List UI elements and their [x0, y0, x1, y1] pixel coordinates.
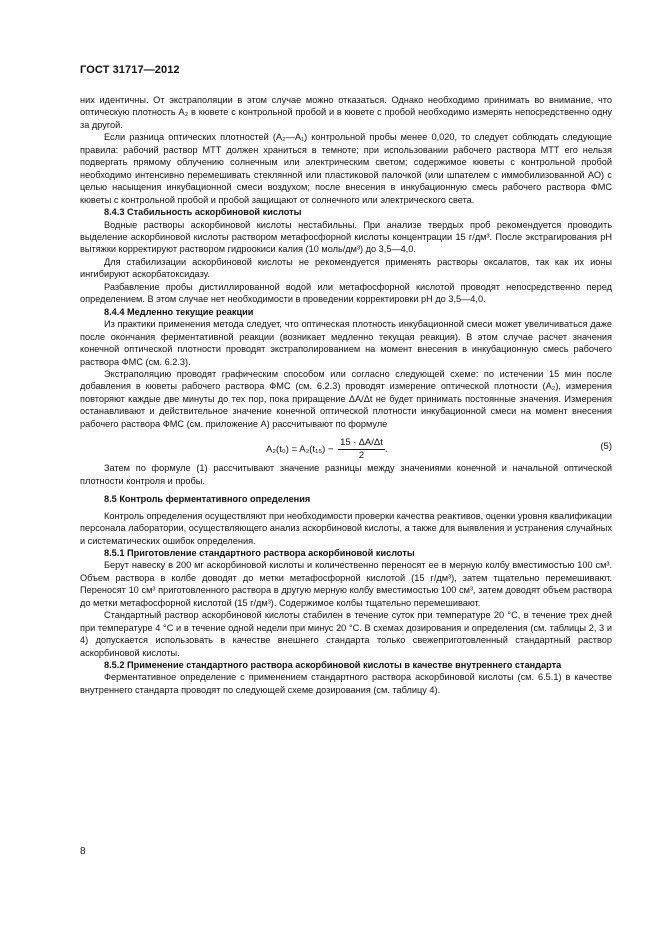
paragraph: них идентичны. От экстраполяции в этом случае можно отказаться. Однако необходимо принимать во внимание, что оптическую плотность A₂ в кювете с контрольной пробой и в кювете с пробой необходимо измерять непосредственно одну за другой.	[80, 95, 612, 130]
formula-expression	[266, 437, 388, 462]
formula-tail: .	[384, 444, 388, 456]
paragraph: Ферментативное определение с применением стандартного раствора аскорбиновой кислоты (см. 6.5.1) в качестве внутреннего стандарта проводят по следующей схеме дозирования (см. таблицу 4).	[80, 672, 612, 695]
section-heading: 8.5.2 Применение стандартного раствора аскорбиновой кислоты в качестве внутреннего стандарта	[104, 660, 562, 671]
paragraph: Контроль определения осуществляют при необходимости проверки качества реактивов, оценки уровня квалификации персонала лаборатории, осуществляющего анализ аскорбиновой кислоты, а также для выявления и устранения случайных и систематических ошибок определения.	[80, 510, 612, 546]
paragraph: Из практики применения метода следует, что оптическая плотность инкубационной смеси может увеличиваться даже после окончания ферментативной реакции (возникает медленно текущая реакция). В этом случае расчет значения конечной оптической плотности проводят экстраполированием на момент внесения в инкубационную смесь рабочего раствора ФМС (см. 6.2.3).	[80, 319, 612, 367]
section-heading: 8.5 Контроль ферментативного определения	[104, 494, 311, 505]
paragraph: Берут навеску в 200 мг аскорбиновой кислоты и количественно переносят ее в мерную колбу вместимостью 100 см³. Объем раствора в колбе доводят до метки метафосфорной кислотой (15 г/дм³), затем тщательно перемешивают. Переносят 10 см³ приготовленного раствора в другую мерную колбу вместимостью 100 см³, затем доводят объем раствора до метки метафосфорной кислотой (15 г/дм³). Содержимое колбы тщательно перемешивают.	[80, 560, 612, 608]
formula-numerator: 15 · ΔA/Δt	[340, 437, 383, 449]
section-heading: 8.4.4 Медленно текущие реакции	[104, 306, 254, 317]
formula-fraction	[338, 437, 385, 462]
paragraph: Водные растворы аскорбиновой кислоты нестабильны. При анализе твердых проб рекомендуется проводить выделение аскорбиновой кислоты раствором метафосфорной кислоты концентрации 15 г/дм³. После экстрагирования pH вытяжки корректируют раствором гидроокиси калия (10 моль/дм³) до 3,5—4,0.	[80, 219, 612, 255]
section-heading: 8.5.1 Приготовление стандартного раствора аскорбиновой кислоты	[104, 547, 415, 558]
document-header: ГОСТ 31717—2012	[80, 64, 180, 76]
formula-lhs: A₂(t₀) = A₂(t₁₅) −	[266, 444, 334, 456]
formula-5	[80, 432, 612, 462]
paragraph: Затем по формуле (1) рассчитывают значение разницы между значениями конечной и начальной оптической плотности контроля и пробы.	[80, 463, 612, 486]
paragraph: Для стабилизации аскорбиновой кислоты не рекомендуется применять растворы оксалатов, так как их ионы ингибируют аскорбатоксидазу.	[80, 256, 612, 280]
paragraph: Стандартный раствор аскорбиновой кислоты стабилен в течение суток при температуре 20 °С, в течение трех дней при температуре 4 °С и в течение одной недели при минус 20 °С. В схемах дозирования и определения (см. таблицы 2, 3 и 4) допускается использовать в качестве внешнего стандарта только свежеприготовленный стандартный раствор аскорбиновой кислоты.	[80, 610, 612, 658]
page-number: 8	[80, 846, 86, 857]
document-body	[80, 94, 612, 696]
formula-number: (5)	[600, 441, 612, 453]
formula-denominator: 2	[358, 450, 365, 462]
paragraph: Если разница оптических плотностей (A₂—A₁) контрольной пробы менее 0,020, то следует соблюдать следующие правила: рабочий раствор МТТ должен храниться в темноте; при использовании рабочего раствора МТТ его нельзя подвергать прямому облучению солнечным или электрическим светом; содержимое кюветы с контрольной пробой необходимо интенсивно перемешивать стеклянной или пластиковой палочкой (или шпателем с иммобилизованной АО) с целью насыщения инкубационной смеси воздухом; после внесения в инкубационную смесь рабочего раствора ФМС кюветы с контрольной пробой и пробой защищают от солнечного или электрического света.	[80, 132, 612, 205]
paragraph: Экстраполяцию проводят графическим способом или согласно следующей схеме: по истечении 15 мин после добавления в кюветы рабочего раствора ФМС (см. 6.2.3) проводят измерение оптической плотности (A₂), измерения повторяют каждые две минуты до тех пор, пока приращение ΔA/Δt не будет принимать постоянные значения. Измерения останавливают и действительное значение конечной оптической плотности инкубационной смеси на момент внесения рабочего раствора ФМС (см. приложение А) рассчитывают по формуле	[80, 368, 612, 429]
section-heading: 8.4.3 Стабильность аскорбиновой кислоты	[104, 207, 302, 218]
paragraph: Разбавление пробы дистиллированной водой или метафосфорной кислотой проводят непосредственно перед определением. В этом случае нет необходимости в проведении корректировки pH до 3,5—4,0.	[80, 281, 612, 305]
